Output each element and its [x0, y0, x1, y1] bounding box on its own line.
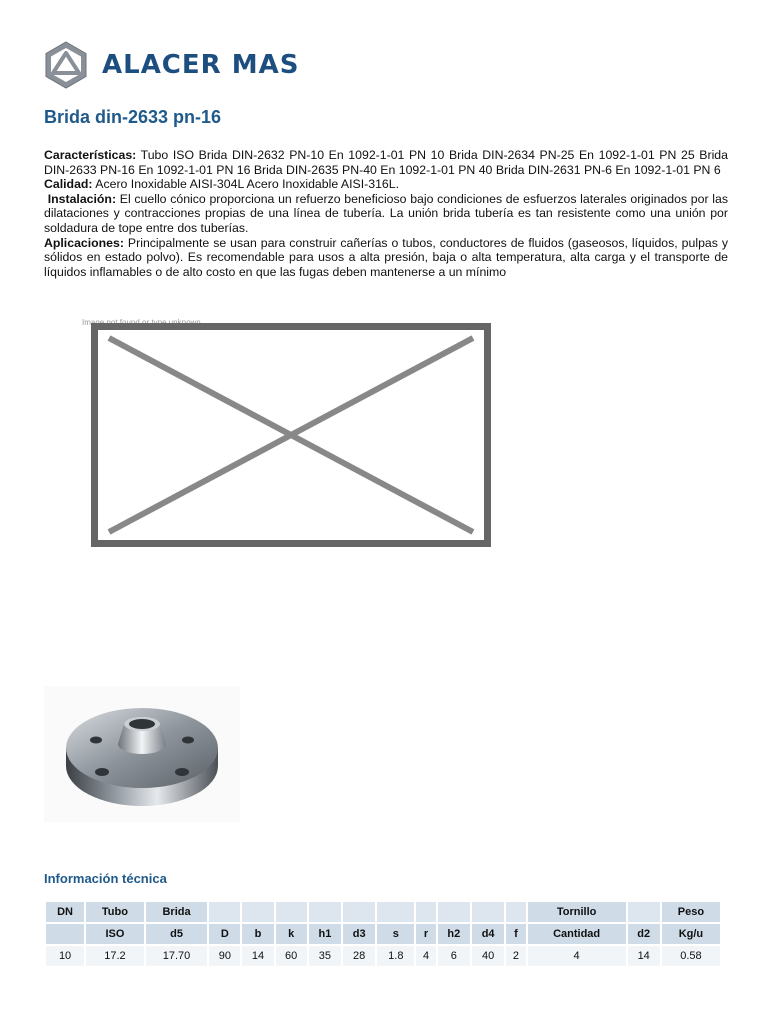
table-cell: 35	[309, 946, 341, 966]
header-cell: Cantidad	[528, 924, 626, 944]
header-cell: DN	[46, 902, 84, 922]
header-cell	[276, 902, 307, 922]
table-cell: 4	[528, 946, 626, 966]
table-row	[46, 946, 720, 966]
header-cell: f	[506, 924, 525, 944]
header-cell: ISO	[86, 924, 144, 944]
broken-image-alt-text: Image not found or type unknown	[82, 318, 201, 327]
header-cell: h1	[309, 924, 341, 944]
brand-logo	[42, 40, 299, 90]
table-cell: 90	[209, 946, 240, 966]
table-cell: 0.58	[662, 946, 720, 966]
table-cell: 28	[343, 946, 375, 966]
tech-info-title: Información técnica	[44, 871, 167, 886]
caracteristicas-paragraph	[44, 148, 728, 177]
header-cell	[628, 902, 660, 922]
hexagon-triangle-logo-icon	[42, 40, 90, 90]
broken-image-icon	[91, 323, 491, 547]
header-cell: d4	[472, 924, 504, 944]
table-header-row	[46, 924, 720, 944]
header-cell: b	[242, 924, 273, 944]
calidad-text: Acero Inoxidable AISI-304L Acero Inoxidable AISI-316L.	[92, 177, 400, 192]
header-cell	[377, 902, 414, 922]
header-cell	[343, 902, 375, 922]
page-title: Brida din-2633 pn-16	[44, 107, 222, 127]
aplicaciones-text: Principalmente se usan para construir cañerías o tubos, conductores de fluidos (gaseosos, líquidos, pulpas y sólidos en estado polvo). Es recomendable para usos a alta presión, baja o alta temperatura, alta carga y el transporte de líquidos inflamables o de alto costo en que las fugas deben mantenerse a un mínimo	[44, 235, 728, 279]
table-header-row	[46, 902, 720, 922]
table-cell: 10	[46, 946, 84, 966]
header-cell	[242, 902, 273, 922]
header-cell	[209, 902, 240, 922]
caracteristicas-label: Características:	[44, 148, 137, 162]
header-cell: Tornillo	[528, 902, 626, 922]
header-cell: d5	[146, 924, 208, 944]
header-cell	[309, 902, 341, 922]
instalacion-label: Instalación:	[47, 191, 117, 206]
tech-spec-table	[44, 900, 722, 968]
table-cell: 6	[438, 946, 470, 966]
instalacion-text: El cuello cónico proporciona un refuerzo beneficioso bajo condiciones de esfuerzos laterales originados por las dilataciones y contracciones propias de una línea de tubería. La unión brida tubería es tan resistente como una unión por soldadura de tope entre dos tuberías.	[44, 191, 728, 235]
header-cell: Brida	[146, 902, 208, 922]
table-cell: 40	[472, 946, 504, 966]
header-cell	[506, 902, 525, 922]
broken-image-placeholder	[82, 318, 492, 548]
header-cell: D	[209, 924, 240, 944]
header-cell: h2	[438, 924, 470, 944]
header-cell: r	[416, 924, 435, 944]
header-cell: s	[377, 924, 414, 944]
header-cell	[416, 902, 435, 922]
brand-name: ALACER MAS	[102, 50, 300, 80]
flange-product-image	[44, 686, 240, 822]
table-cell: 17.70	[146, 946, 208, 966]
table-cell: 4	[416, 946, 435, 966]
table-cell: 60	[276, 946, 307, 966]
aplicaciones-paragraph	[44, 236, 728, 280]
instalacion-paragraph	[44, 192, 728, 236]
header-cell: d2	[628, 924, 660, 944]
table-cell: 14	[628, 946, 660, 966]
weld-neck-flange-icon	[44, 686, 240, 822]
calidad-paragraph	[44, 177, 728, 192]
header-cell: Tubo	[86, 902, 144, 922]
caracteristicas-text: Tubo ISO Brida DIN-2632 PN-10 En 1092-1-01 PN 10 Brida DIN-2634 PN-25 En 1092-1-01 PN 25 Brida DIN-2633 PN-16 En 1092-1-01 PN 16 Brida DIN-2635 PN-40 En 1092-1-01 PN 40 Brida DIN-2631 PN-6 En 1092-1-01 PN 6	[44, 148, 728, 177]
table-cell: 1.8	[377, 946, 414, 966]
header-cell	[438, 902, 470, 922]
header-cell: Kg/u	[662, 924, 720, 944]
header-cell: d3	[343, 924, 375, 944]
aplicaciones-label: Aplicaciones:	[44, 235, 124, 250]
calidad-label: Calidad:	[44, 177, 93, 192]
header-cell	[46, 924, 84, 944]
header-cell: k	[276, 924, 307, 944]
header-cell	[472, 902, 504, 922]
product-description	[44, 148, 728, 279]
header-cell: Peso	[662, 902, 720, 922]
table-cell: 14	[242, 946, 273, 966]
table-cell: 2	[506, 946, 525, 966]
table-cell: 17.2	[86, 946, 144, 966]
